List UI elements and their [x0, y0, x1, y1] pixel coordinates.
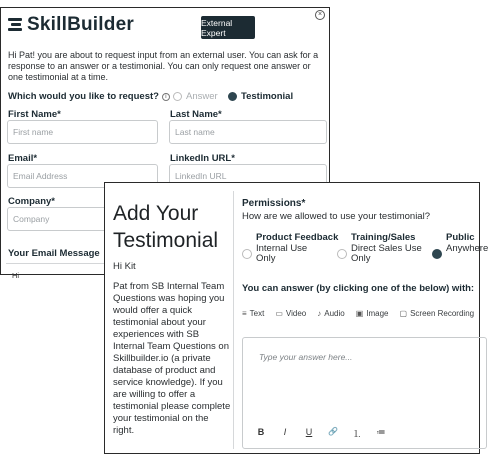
video-icon: ▭ — [275, 309, 283, 318]
last-name-input[interactable]: Last name — [169, 120, 327, 144]
microphone-icon: ♪ — [317, 309, 322, 318]
media-type-tabs — [242, 309, 474, 318]
radio-answer[interactable] — [173, 91, 218, 102]
brand-logo — [7, 14, 134, 36]
email-message-label: Your Email Message — [8, 248, 100, 259]
request-type-label: Which would you like to request? — [8, 91, 159, 102]
radio-testimonial-label: Testimonial — [241, 91, 294, 102]
permission-public[interactable] — [432, 233, 488, 259]
underline-icon[interactable]: U — [305, 427, 313, 437]
screen-icon: ▢ — [399, 309, 408, 318]
radio-circle-icon — [173, 92, 182, 101]
tab-label: Text — [249, 309, 265, 318]
tab-label: Video — [285, 309, 307, 318]
tab-label: Image — [366, 309, 389, 318]
company-label: Company* — [8, 196, 55, 207]
request-type-question — [8, 91, 170, 102]
permissions-label: Permissions* — [242, 198, 306, 209]
email-message-value: Hi — [12, 271, 20, 280]
brand-name: SkillBuilder — [27, 14, 134, 35]
answer-method-label: You can answer (by clicking one of the below) with: — [242, 283, 475, 294]
bullet-list-icon[interactable]: ≔ — [376, 427, 386, 437]
permission-title: Public — [446, 232, 475, 243]
radio-answer-label: Answer — [186, 91, 218, 102]
email-label: Email* — [8, 153, 38, 164]
editor-placeholder: Type your answer here... — [259, 352, 353, 362]
radio-selected-icon — [228, 92, 237, 101]
email-message-input[interactable] — [6, 263, 106, 279]
radio-testimonial[interactable] — [228, 91, 293, 102]
tab-label: Screen Recording — [410, 309, 475, 318]
close-icon[interactable]: × — [315, 10, 325, 20]
info-icon[interactable]: i — [162, 93, 170, 101]
tab-audio[interactable] — [317, 309, 344, 318]
tab-screen-recording[interactable] — [400, 309, 475, 318]
company-input[interactable]: Company — [7, 207, 107, 231]
tab-label: Audio — [324, 309, 345, 318]
image-icon: ▣ — [355, 309, 364, 318]
testimonial-request-text: Pat from SB Internal Team Questions was hoping you would offer a quick testimonial about your experiences with SB Internal Team Questions on Skillbuilder.io (a private database of product and service knowledge). If you are willing to offer a testimonial please complete your testimonial on the right. — [113, 281, 231, 436]
linkedin-input[interactable]: LinkedIn URL — [169, 164, 327, 188]
add-testimonial-panel — [104, 182, 488, 454]
email-input[interactable]: Email Address — [7, 164, 158, 188]
last-name-label: Last Name* — [170, 109, 222, 120]
column-divider — [233, 191, 234, 449]
italic-icon[interactable]: I — [283, 427, 287, 437]
permission-training-sales-text — [351, 233, 427, 265]
radio-selected-icon — [432, 249, 442, 259]
first-name-input[interactable]: First name — [7, 120, 158, 144]
permission-title: Training/Sales — [351, 232, 416, 243]
tab-image[interactable] — [356, 309, 389, 318]
tab-text[interactable] — [242, 309, 264, 318]
bold-icon[interactable]: B — [257, 427, 265, 437]
first-name-label: First Name* — [8, 109, 61, 120]
skillbuilder-logo-icon — [7, 17, 23, 33]
answer-editor[interactable] — [242, 337, 487, 449]
intro-text: Hi Pat! you are about to request input from an external user. You can ask for a response to an answer or a testimonial. You can only request one answer or one testimonial at a time. — [8, 50, 319, 82]
permission-public-text — [446, 233, 488, 254]
tab-video[interactable] — [275, 309, 306, 318]
linkedin-label: LinkedIn URL* — [170, 153, 235, 164]
ordered-list-icon[interactable]: ⒈ — [352, 429, 362, 439]
greeting-text: Hi Kit — [113, 261, 136, 272]
permission-product-feedback-text — [256, 233, 338, 265]
text-icon: ≡ — [242, 309, 247, 318]
radio-circle-icon — [242, 249, 252, 259]
testimonial-info-column — [105, 183, 233, 453]
permission-desc: Direct Sales Use Only — [351, 242, 422, 264]
permission-desc: Internal Use Only — [256, 242, 308, 264]
permission-product-feedback[interactable] — [242, 233, 338, 265]
radio-circle-icon — [337, 249, 347, 259]
link-icon[interactable]: 🔗 — [328, 427, 338, 436]
page-title: Add Your Testimonial — [113, 202, 219, 252]
permission-training-sales[interactable] — [337, 233, 427, 265]
permissions-question: How are we allowed to use your testimonial? — [242, 211, 430, 222]
permission-title: Product Feedback — [256, 232, 339, 243]
external-expert-button[interactable]: External Expert — [201, 16, 255, 39]
permission-desc: Anywhere — [446, 242, 488, 254]
editor-toolbar — [256, 427, 386, 440]
